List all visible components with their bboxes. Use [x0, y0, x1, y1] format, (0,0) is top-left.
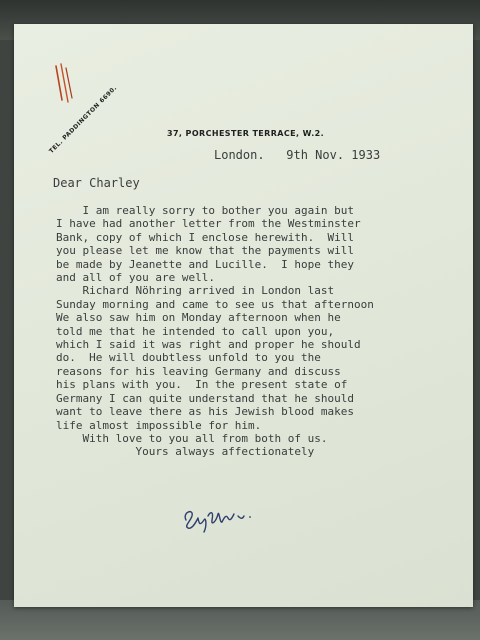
letterhead-address: 37, PORCHESTER TERRACE, W.2. — [167, 129, 325, 138]
body-line: Sunday morning and came to see us that afternoon — [56, 297, 374, 311]
body-line: Germany I can quite understand that he should — [56, 391, 355, 405]
body-line: Bank, copy of which I enclose herewith. Will — [56, 230, 355, 244]
body-line: told me that he intended to call upon you, — [56, 324, 335, 338]
body-line: which I said it was right and proper he should — [56, 338, 361, 352]
body-line: his plans with you. In the present state of — [56, 378, 348, 392]
body-line: life almost impossible for him. — [56, 418, 262, 432]
body-line: I have had another letter from the Westminster — [56, 217, 361, 231]
body-line: Richard Nöhring arrived in London last — [56, 284, 335, 298]
body-line: Yours always affectionately — [56, 445, 315, 459]
handwritten-signature — [180, 500, 260, 534]
body-line: reasons for his leaving Germany and discuss — [56, 364, 341, 378]
body-line: do. He will doubtless unfold to you the — [56, 351, 321, 365]
letterhead-phone: TEL. PADDINGTON 6690. — [48, 84, 119, 155]
date-line: London. 9th Nov. 1933 — [214, 148, 381, 162]
body-line: I am really sorry to bother you again but — [56, 204, 355, 217]
body-line: We also saw him on Monday afternoon when he — [56, 311, 341, 325]
body-line: want to leave there as his Jewish blood makes — [56, 405, 355, 419]
body-line: you please let me know that the payments will — [56, 244, 355, 258]
letter-body — [56, 204, 464, 459]
body-line: and all of you are well. — [56, 271, 215, 285]
staple-marks — [48, 60, 88, 120]
salutation: Dear Charley — [53, 176, 140, 190]
body-line: With love to you all from both of us. — [56, 431, 328, 445]
body-line: be made by Jeanette and Lucille. I hope they — [56, 257, 355, 271]
